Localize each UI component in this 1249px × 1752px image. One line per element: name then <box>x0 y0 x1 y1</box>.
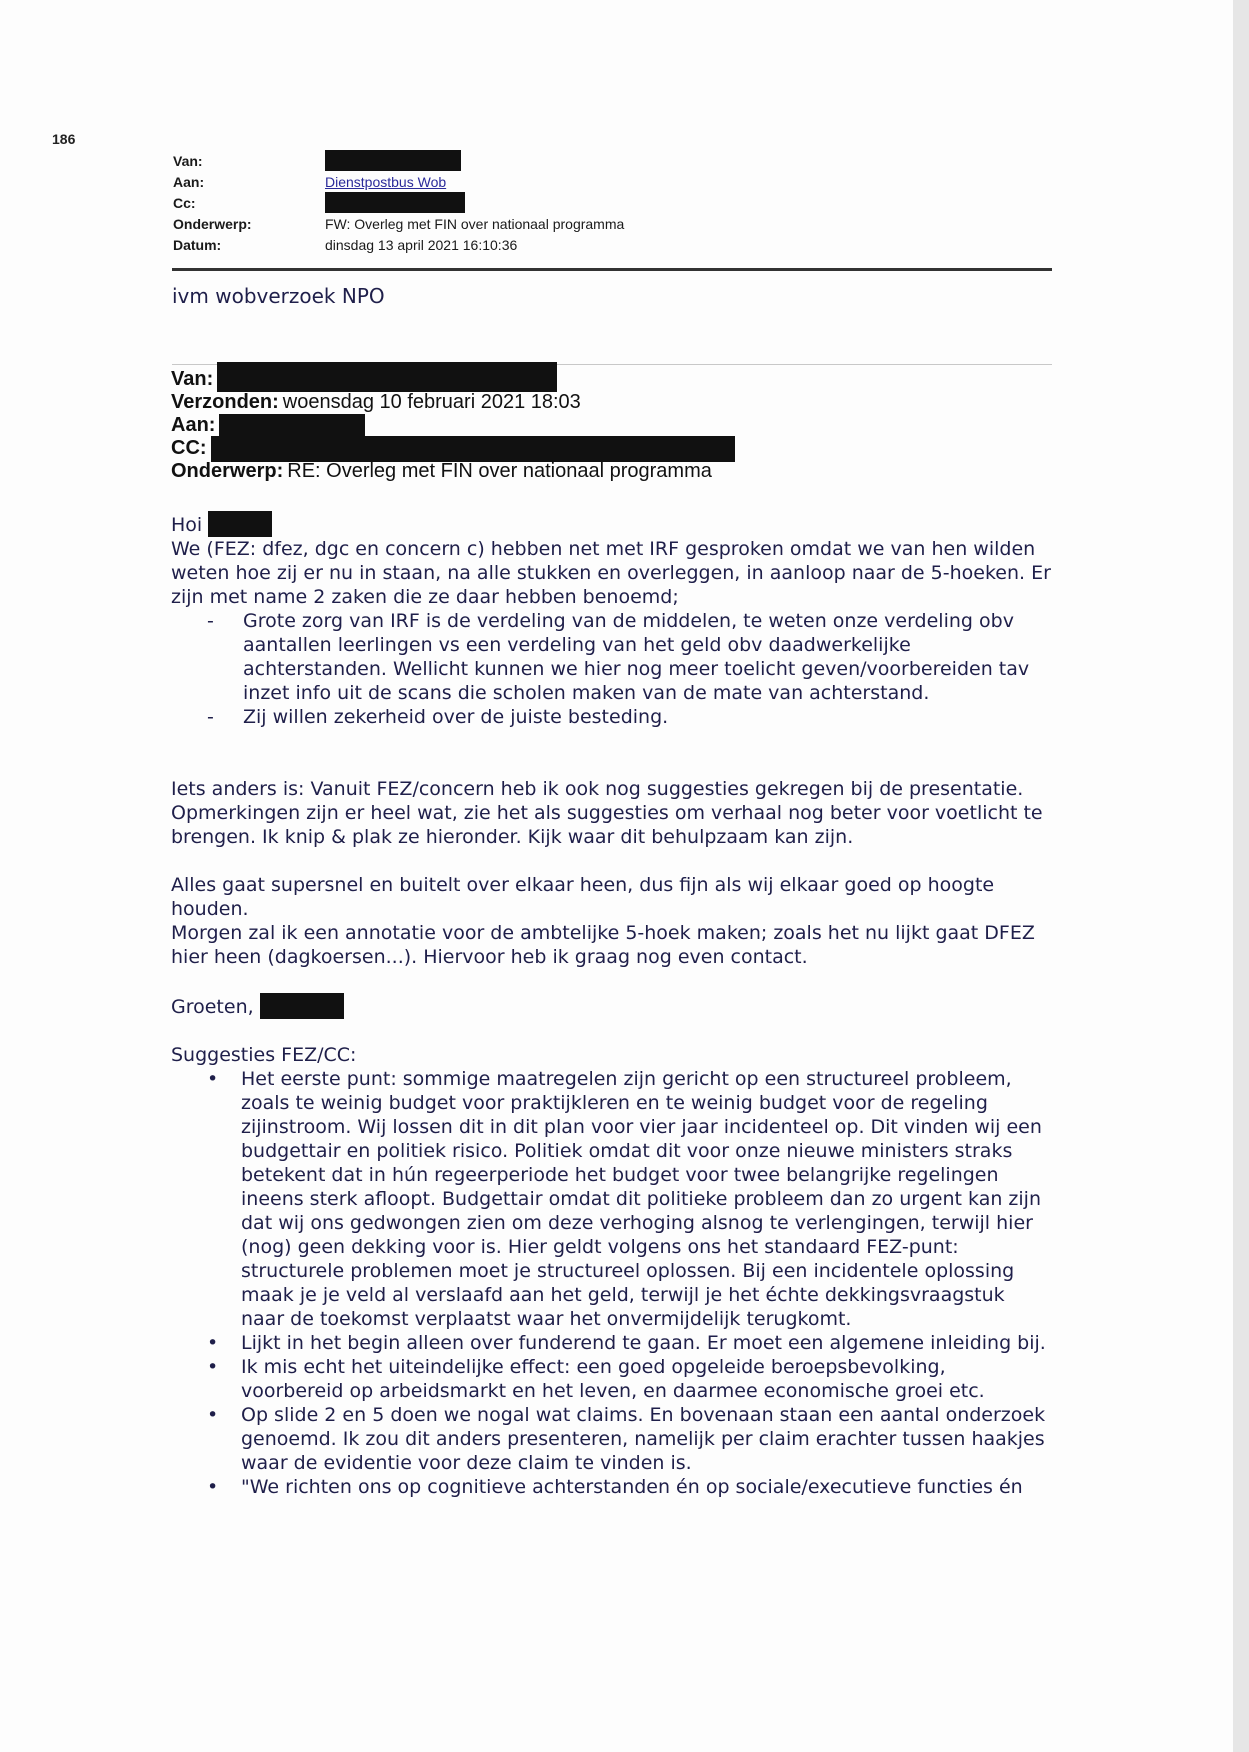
suggestion-text: Lijkt in het begin alleen over funderend te gaan. Er moet een algemene inleiding bij. <box>241 1332 1046 1354</box>
inner-subject-row <box>171 460 735 483</box>
redaction-bar <box>211 436 735 462</box>
suggestion-text: Op slide 2 en 5 doen we nogal wat claims. En bovenaan staan een aantal onderzoek genoemd. Ik zou dit anders presenteren, namelijk per claim erachter tussen haakjes waar de evidentie voor deze claim te vinden is. <box>241 1404 1046 1474</box>
outer-to-link[interactable]: Dienstpostbus Wob <box>325 173 447 190</box>
outer-subject-value: FW: Overleg met FIN over nationaal programma <box>325 215 625 232</box>
list-item <box>171 1355 1051 1403</box>
inner-to-row <box>171 414 735 437</box>
spacer <box>171 849 1051 873</box>
bullet-marker: • <box>207 1404 219 1426</box>
closing-line <box>171 993 1051 1019</box>
dash-marker: - <box>207 610 214 632</box>
suggestion-text: Het eerste punt: sommige maatregelen zijn gericht op een structureel probleem, zoals te weinig budget voor praktijkleren en te weinig budget voor de regeling zijinstroom. Wij lossen dit in dit plan voor vier jaar incidenteel op. Dit vinden wij een budgettair en politiek risico. Politiek omdat dit voor onze nieuwe ministers straks betekent dat in hún regeerperiode het budget voor twee belangrijke regelingen ineens sterk afloopt. Budgettair omdat dit politieke probleem dan zo urgent kan zijn dat wij ons gedwongen zien om deze verhoging alsnog te verlengingen, terwijl hier (nog) geen dekking voor is. Hier geldt volgens ons het standaard FEZ-punt: structurele problemen moet je structureel oplossen. Bij een incidentele oplossing maak je je veld al verslaafd aan het geld, terwijl je het échte dekkingsvraagstuk naar de toekomst verplaatst waar het onvermijdelijk terugkomt. <box>241 1068 1042 1330</box>
forward-note: ivm wobverzoek NPO <box>172 284 385 308</box>
list-item <box>171 1403 1051 1475</box>
outer-date-row <box>173 234 624 255</box>
redaction-bar <box>325 150 461 171</box>
list-item <box>171 1067 1051 1331</box>
redaction-bar <box>219 414 365 438</box>
concerns-list <box>171 609 1051 729</box>
inner-from-label: Van: <box>171 368 214 390</box>
page-number: 186 <box>52 131 76 147</box>
redaction-bar <box>325 192 465 213</box>
inner-to-label: Aan: <box>171 414 216 436</box>
outer-subject-label: Onderwerp: <box>173 215 252 232</box>
outer-from-row <box>173 150 624 171</box>
spacer <box>171 729 1051 777</box>
tomorrow-paragraph: Morgen zal ik een annotatie voor de ambtelijke 5-hoek maken; zoals het nu lijkt gaat DFEZ hier heen (dagkoersen...). Hiervoor heb ik graag nog even contact. <box>171 922 1035 968</box>
suggestion-text: Ik mis echt het uiteindelijke effect: een goed opgeleide beroepsbevolking, voorbereid op arbeidsmarkt en het leven, en daarmee economische groei etc. <box>241 1356 985 1402</box>
list-item <box>171 609 1051 705</box>
redaction-bar <box>217 362 557 392</box>
bullet-marker: • <box>207 1332 219 1354</box>
outer-cc-label: Cc: <box>173 194 196 211</box>
closing: Groeten, <box>171 996 254 1018</box>
outer-date-label: Datum: <box>173 236 222 253</box>
header-divider <box>172 268 1052 271</box>
other-paragraph: Iets anders is: Vanuit FEZ/concern heb ik ook nog suggesties gekregen bij de presentatie. Opmerkingen zijn er heel wat, zie het als suggesties om verhaal nog beter voor voetlicht te brengen. Ik knip & plak ze hieronder. Kijk waar dit behulpzaam kan zijn. <box>171 778 1043 848</box>
email-body <box>171 511 1051 1499</box>
greeting: Hoi <box>171 514 203 536</box>
outer-to-label: Aan: <box>173 173 205 190</box>
suggestion-text: "We richten ons op cognitieve achterstanden én op sociale/executieve functies én <box>241 1476 1023 1498</box>
greeting-line <box>171 511 1051 537</box>
inner-sent-value: woensdag 10 februari 2021 18:03 <box>282 391 581 413</box>
inner-cc-label: CC: <box>171 437 207 459</box>
list-item <box>171 1331 1051 1355</box>
inner-subject-value: RE: Overleg met FIN over nationaal programma <box>287 460 712 482</box>
inner-sent-row <box>171 391 735 414</box>
bullet-marker: • <box>207 1068 219 1090</box>
inner-cc-row <box>171 437 735 460</box>
outer-email-header <box>173 150 624 255</box>
spacer <box>171 969 1051 993</box>
inner-sent-label: Verzonden: <box>171 391 279 413</box>
outer-subject-row <box>173 213 624 234</box>
concern-text: Zij willen zekerheid over de juiste besteding. <box>243 706 669 728</box>
outer-cc-row <box>173 192 624 213</box>
dash-marker: - <box>207 706 214 728</box>
intro-paragraph: We (FEZ: dfez, dgc en concern c) hebben net met IRF gesproken omdat we van hen wilden weten hoe zij er nu in staan, na alle stukken en overleggen, in aanloop naar de 5-hoeken. Er zijn met name 2 zaken die ze daar hebben benoemd; <box>171 538 1051 608</box>
spacer <box>171 1019 1051 1043</box>
outer-from-label: Van: <box>173 152 203 169</box>
redaction-bar <box>260 993 344 1019</box>
speed-paragraph: Alles gaat supersnel en buitelt over elkaar heen, dus fijn als wij elkaar goed op hoogte houden. <box>171 874 995 920</box>
inner-subject-label: Onderwerp: <box>171 460 284 482</box>
list-item <box>171 705 1051 729</box>
inner-from-row <box>171 368 735 391</box>
list-item <box>171 1475 1051 1499</box>
outer-date-value: dinsdag 13 april 2021 16:10:36 <box>325 236 518 253</box>
scan-edge <box>1233 0 1249 1752</box>
bullet-marker: • <box>207 1476 219 1498</box>
outer-to-row <box>173 171 624 192</box>
redaction-bar <box>208 511 272 537</box>
inner-email-header <box>171 368 735 483</box>
concern-text: Grote zorg van IRF is de verdeling van de middelen, te weten onze verdeling obv aantallen leerlingen vs een verdeling van het geld obv daadwerkelijke achterstanden. Wellicht kunnen we hier nog meer toelicht geven/voorbereiden tav inzet info uit de scans die scholen maken van de mate van achterstand. <box>243 610 1030 704</box>
bullet-marker: • <box>207 1356 219 1378</box>
suggestions-title: Suggesties FEZ/CC: <box>171 1044 357 1066</box>
suggestions-list <box>171 1067 1051 1499</box>
